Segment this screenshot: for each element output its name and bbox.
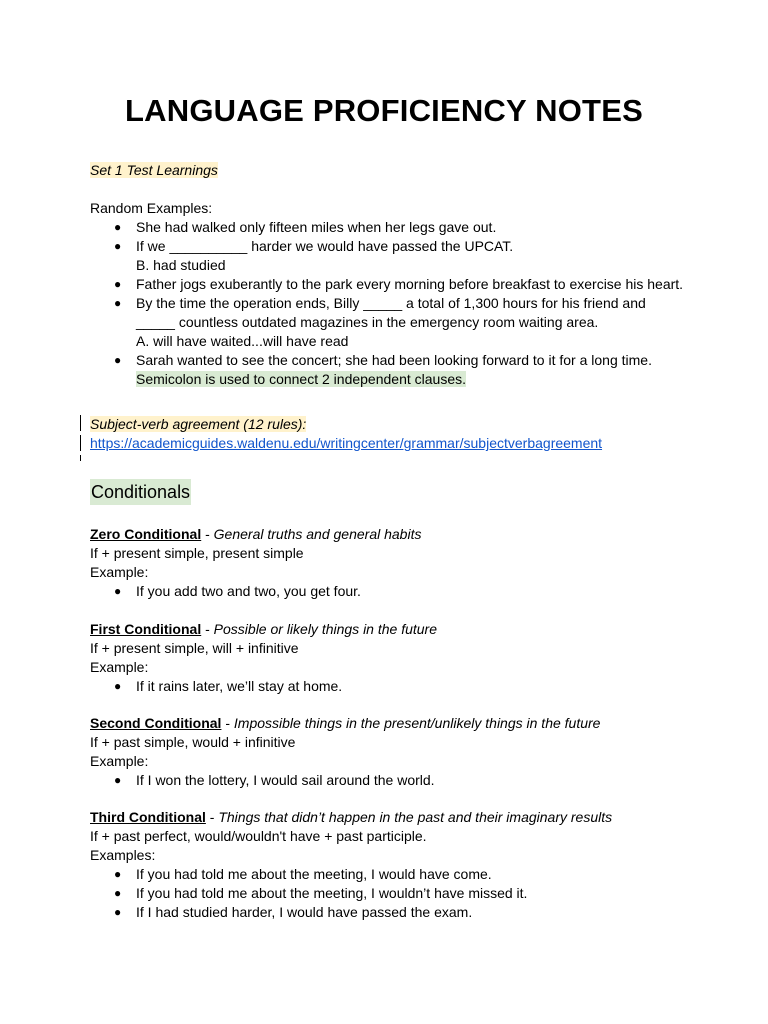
- bullet-icon: ●: [114, 773, 122, 787]
- set1-label: [90, 161, 690, 180]
- list-item-text: If we __________ harder we would have passed the UPCAT.: [136, 238, 514, 254]
- bullet-icon: ●: [114, 220, 122, 234]
- example-label: Example:: [90, 564, 149, 580]
- conditional-desc: Things that didn’t happen in the past and their imaginary results: [218, 809, 613, 825]
- list-item: [90, 903, 690, 922]
- list-item-text: If I had studied harder, I would have passed the exam.: [136, 904, 473, 920]
- example-label: Examples:: [90, 847, 156, 863]
- conditional-name: First Conditional: [90, 621, 202, 637]
- answer-line: A. will have waited...will have read: [136, 333, 349, 349]
- conditionals-heading: [90, 479, 690, 505]
- conditional-formula: If + present simple, present simple: [90, 545, 304, 561]
- random-examples-list-end: [90, 351, 690, 370]
- conditional-block-first: [90, 620, 690, 696]
- example-label: Example:: [90, 753, 149, 769]
- continuation-line: _____ countless outdated magazines in the emergency room waiting area.: [136, 314, 599, 330]
- bullet-icon: ●: [114, 239, 122, 253]
- random-examples-list-cont: [90, 275, 690, 313]
- note-line: [90, 370, 690, 389]
- example-list: [90, 865, 690, 922]
- example-label: Example:: [90, 659, 149, 675]
- conditional-formula: If + past simple, would + infinitive: [90, 734, 296, 750]
- spacer: [90, 601, 690, 620]
- bullet-icon: ●: [114, 277, 122, 291]
- conditional-block-second: [90, 714, 690, 790]
- document-body: [90, 161, 690, 922]
- conditional-title: [90, 525, 690, 544]
- list-item: [90, 218, 690, 237]
- list-item-text: If you had told me about the meeting, I wouldn’t have missed it.: [136, 885, 528, 901]
- example-list: [90, 771, 690, 790]
- list-item-text: Father jogs exuberantly to the park every morning before breakfast to exercise his heart.: [136, 276, 684, 292]
- list-item: [90, 237, 690, 256]
- semicolon-note: Semicolon is used to connect 2 independent clauses.: [136, 371, 466, 387]
- list-item: [90, 771, 690, 790]
- sva-label: [90, 415, 690, 434]
- random-examples-heading: Random Examples:: [90, 200, 213, 216]
- list-item: [90, 865, 690, 884]
- conditionals-heading-text: Conditionals: [90, 479, 191, 505]
- conditional-desc: General truths and general habits: [213, 526, 422, 542]
- set1-label-text: Set 1 Test Learnings: [90, 162, 218, 178]
- conditional-name: Third Conditional: [90, 809, 206, 825]
- spacer: [90, 696, 690, 714]
- spacer: [90, 790, 690, 808]
- list-item: [90, 275, 690, 294]
- random-examples-list: [90, 218, 690, 256]
- list-item-text: If you had told me about the meeting, I would have come.: [136, 866, 492, 882]
- bullet-icon: ●: [114, 886, 122, 900]
- separator: -: [201, 621, 214, 637]
- list-item-text: She had walked only fifteen miles when her legs gave out.: [136, 219, 497, 235]
- conditional-desc: Impossible things in the present/unlikely things in the future: [233, 715, 601, 731]
- list-item-text: By the time the operation ends, Billy _____ a total of 1,300 hours for his friend and: [136, 295, 646, 311]
- list-item: [90, 294, 690, 313]
- list-item-text: If you add two and two, you get four.: [136, 583, 361, 599]
- list-item: [90, 582, 690, 601]
- separator: -: [201, 526, 214, 542]
- conditional-name: Second Conditional: [90, 715, 222, 731]
- sva-label-text: Subject-verb agreement (12 rules):: [90, 416, 307, 432]
- sva-link[interactable]: https://academicguides.waldenu.edu/writingcenter/grammar/subjectverbagreement: [90, 435, 603, 451]
- list-item: [90, 884, 690, 903]
- separator: -: [205, 809, 219, 825]
- conditional-formula: If + present simple, will + infinitive: [90, 640, 299, 656]
- conditional-block-third: [90, 808, 690, 922]
- comment-marker: [80, 455, 81, 461]
- conditional-title: [90, 808, 690, 827]
- spacer: [90, 505, 690, 525]
- sva-link-line: [90, 434, 690, 453]
- bullet-icon: ●: [114, 679, 122, 693]
- page-title: LANGUAGE PROFICIENCY NOTES: [125, 93, 643, 128]
- bullet-icon: ●: [114, 905, 122, 919]
- list-item-text: If I won the lottery, I would sail around the world.: [136, 772, 435, 788]
- list-item: [90, 351, 690, 370]
- separator: -: [221, 715, 234, 731]
- conditional-desc: Possible or likely things in the future: [213, 621, 438, 637]
- bullet-icon: ●: [114, 867, 122, 881]
- list-item: [90, 677, 690, 696]
- spacer: [90, 453, 690, 479]
- conditional-title: [90, 714, 690, 733]
- example-list: [90, 582, 690, 601]
- example-list: [90, 677, 690, 696]
- sva-block: [90, 415, 690, 453]
- comment-marker: [80, 435, 81, 451]
- answer-line: B. had studied: [136, 257, 226, 273]
- conditional-title: [90, 620, 690, 639]
- list-item-text: Sarah wanted to see the concert; she had been looking forward to it for a long time.: [136, 352, 652, 368]
- bullet-icon: ●: [114, 296, 122, 310]
- comment-marker: [80, 415, 81, 431]
- bullet-icon: ●: [114, 584, 122, 598]
- spacer: [90, 180, 690, 199]
- conditional-formula: If + past perfect, would/wouldn't have + past participle.: [90, 828, 427, 844]
- conditional-name: Zero Conditional: [90, 526, 202, 542]
- spacer: [90, 389, 690, 415]
- conditional-block-zero: [90, 525, 690, 601]
- bullet-icon: ●: [114, 353, 122, 367]
- list-item-text: If it rains later, we’ll stay at home.: [136, 678, 343, 694]
